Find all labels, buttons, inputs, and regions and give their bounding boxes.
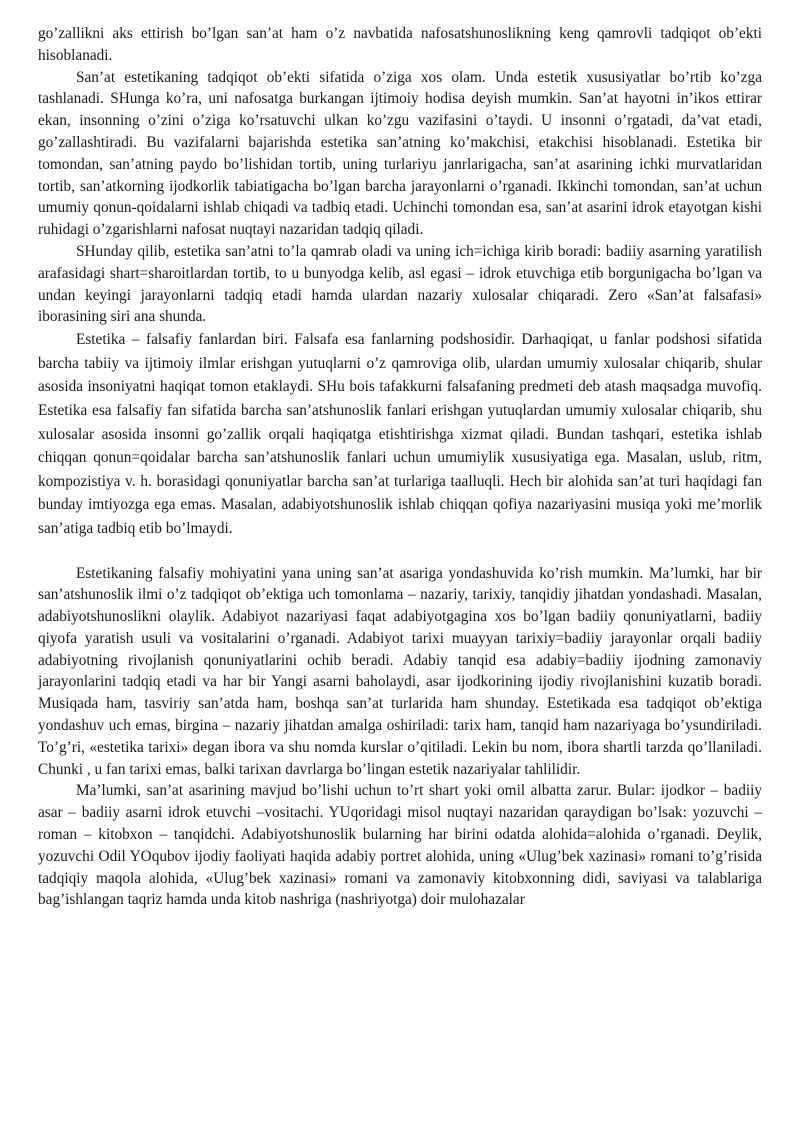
paragraph-philosophical-essence: Estetikaning falsafiy mohiyatini yana uning san’at asariga yondashuvida ko’rish mumkin. Ma’lumki, har bir san’atshunoslik ilmi o’z tadqiqot ob’ektiga uch tomonlama – nazariy, tarixiy, tanqidiy jihatdan yondashadi. Masalan, adabiyotshunoslikni olaylik. Adabiyot nazariyasi faqat adabiyotgagina xos bo’lgan badiiy qonuniyatlarni, badiiy qiyofa yaratish usuli va vositalarini o’rganadi. Adabiyot tarixi muayyan tarixiy=badiiy jarayonlar orqali badiiy adabiyotning rivojlanish qonuniyatlarini ochib beradi. Adabiy tanqid esa adabiy=badiiy ijodning zamonaviy jarayonlarini tadqiq etadi va har bir Yangi asarni baholaydi, asar ijodkorining ijodiy rivojlanishini kuzatib boradi. Musiqada ham, tasviriy san’atda ham, boshqa san’at turlarida ham shunday. Estetikada esa tadqiqot ob’ektiga yondashuv uch emas, birgina – nazariy jihatdan amalga oshiriladi: tarix ham, tanqid ham nazariyaga bo’ysundiriladi. To’g’ri, «estetika tarixi» degan ibora va shu nomda kurslar o’qitiladi. Lekin bu nom, ibora shartli tarzda qo’llaniladi. Chunki , u fan tarixi emas, balki tarixan davrlarga bo’lingan estetik nazariyalar tahlilidir. — [38, 564, 762, 778]
paragraph-philosophical-sciences: Estetika – falsafiy fanlardan biri. Falsafa esa fanlarning podshosidir. Darhaqiqat, u fanlar podshosi sifatida barcha tabiiy va ijtimoiy ilmlar erishgan yutuqlarni o’z qamroviga olib, ulardan umumiy xulosalar chiqarib, shular asosida insoniyatni haqiqat tomon etaklaydi. SHu bois tafakkurni falsafaning predmeti deb atash maqsadga muvofiq. Estetika esa falsafiy fan sifatida barcha san’atshunoslik fanlari erishgan yutuqlardan umumiy xulosalar chiqarib, shu xulosalar asosida insonni go’zallik orqali haqiqatga etishtirishga xizmat qiladi. Bundan tashqari, estetika ishlab chiqqan qonun=qoidalar barcha san’atshunoslik fanlari uchun umumiylik xususiyatiga ega. Masalan, uslub, ritm, kompozistiya v. h. borasidagi qonuniyatlar barcha san’at turlariga taalluqli. Hech bir alohida san’at turi haqidagi fan bunday imtiyozga ega emas. Masalan, adabiyotshunoslik ishlab chiqqan qofiya nazariyasini musiqa yoki me’morlik san’atiga tadbiq etib bo’lmaydi. — [38, 331, 762, 537]
paragraph-art-as-object: San’at estetikaning tadqiqot ob’ekti sifatida o’ziga xos olam. Unda estetik xususiyatlar bo’rtib ko’zga tashlanadi. SHunga ko’ra, uni nafosatga burkangan ijtimoiy hodisa deyish mumkin. San’at hayotni in’ikos ettirar ekan, insonning o’zini o’ziga ko’rsatuvchi ulkan ko’zgu vazifasini o’taydi. U insonni o’rgatadi, da’vat etadi, go’zallashtiradi. Bu vazifalarni bajarishda estetika san’atning ko’makchisi, etakchisi hisoblanadi. Estetika bir tomondan, san’atning paydo bo’lishidan tortib, uning turlariyu janrlarigacha, san’at asarining ichki murvatlaridan tortib, san’atkorning ijodkorlik tabiatigacha bo’lgan barcha jarayonlarni o’rganadi. Ikkinchi tomondan, san’at uchun umumiy qonun-qoidalarni ishlab chiqadi va tadbiq etadi. Uchinchi tomondan esa, san’at asarini idrok etayotgan kishi ruhidagi o’zgarishlarni nafosat nuqtayi nazaridan tadqiq qiladi. — [38, 68, 762, 239]
paragraph-intro-continuation: go’zallikni aks ettirish bo’lgan san’at ham o’z navbatida nafosatshunoslikning keng qamrovli tadqiqot ob’ekti hisoblanadi. — [38, 25, 762, 64]
paragraph-four-conditions: Ma’lumki, san’at asarining mavjud bo’lishi uchun to’rt shart yoki omil albatta zarur. Bular: ijodkor – badiiy asar – badiiy asarni idrok etuvchi –vositachi. YUqoridagi misol nuqtayi nazaridan qaraydigan bo’lsak: yozuvchi – roman – kitobxon – tanqidchi. Adabiyotshunoslik bularning har birini odatda alohida=alohida o’rganadi. Deylik, yozuvchi Odil YOqubov ijodiy faoliyati haqida adabiy portret alohida, uning «Ulug’bek xazinasi» romani to’g’risida tadqiqiy maqola alohida, «Ulug’bek xazinasi» romani va zamonaviy kitobxonning didi, saviyasi va talablariga bag’ishlangan taqriz hamda unda kitob nashriga (nashriyotga) doir mulohazalar — [38, 782, 762, 909]
paragraph-art-philosophy: SHunday qilib, estetika san’atni to’la qamrab oladi va uning ich=ichiga kirib boradi: badiiy asarning yaratilish arafasidagi shart=sharoitlardan tortib, to u bunyodga kelib, asl egasi – idrok etuvchiga etib borgunigacha bo’lgan va undan keyingi jarayonlarni tadqiq etadi hamda ulardan nazariy xulosalar chiqaradi. Zero «San’at falsafasi» iborasining siri ana shunda. — [38, 242, 762, 326]
